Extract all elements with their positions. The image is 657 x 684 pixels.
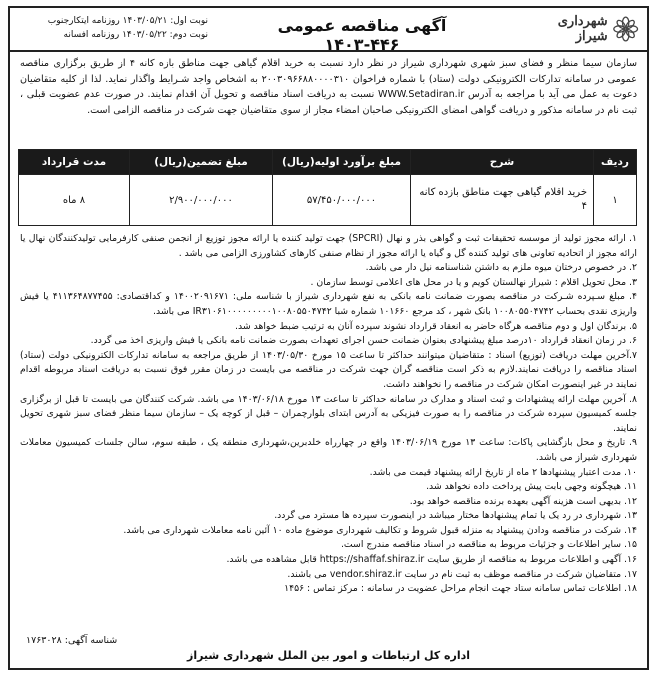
list-item: ۱۴. شرکت در مناقصه ودادن پیشنهاد به منزله قبول شروط و تکالیف شهرداری موضوع ماده ۱۰ آئین نامه معاملات شهرداری می باشد.: [123, 524, 637, 536]
intro-paragraph: سازمان سیما منظر و فضای سبز شهری شهرداری شیراز در نظر دارد نسبت به خرید اقلام گیاهی جهت مناطق بازه کانه ۴ از طریق برگزاری مناقصه عمومی در سامانه تدارکات الکترونیکی دولت (ستاد) با شماره فراخوان ۲۰۰۳۰۹۶۶۸۸۰۰۰۰۳۱۰ به اشخاص واجد شـرایط واگذار نماید. لذا از کلیه متقاضیان دعوت به عمل می آید با مراجعه به آدرس WWW.Setadiran.ir نسبت به دریافت اسناد مناقصه و تحویل آن اقدام نمایند. در صورت عدم عضویت قبلی ، ثبت نام در سامانه مذکور و دریافت گواهی امضای الکترونیکی صاحبان امضاء مجاز از سوی متقاضیان جهت شرکت در مناقصه الزامی است.: [20, 58, 637, 116]
list-item: ۱۳. شهرداری در رد یک یا تمام پیشنهادها مختار میباشد در اینصورت سپرده ها مسترد می گردد.: [274, 510, 637, 522]
row-description: خرید اقلام گیاهی جهت مناطق بازده کانه ۴: [411, 175, 594, 226]
col-guarantee: مبلغ تضمین(ریال): [130, 150, 273, 175]
row-index: ۱: [594, 175, 637, 226]
col-index: ردیف: [594, 150, 637, 175]
row-estimate: ۵۷/۴۵۰/۰۰۰/۰۰۰: [273, 175, 411, 226]
ad-code: شناسه آگهی: ۱۷۶۳۰۲۸: [26, 635, 118, 646]
col-description: شرح: [411, 150, 594, 175]
row-duration: ۸ ماه: [19, 175, 130, 226]
list-item: ۹. تاریخ و محل بازگشایی پاکات: ساعت ۱۳ مورخ ۱۴۰۳/۰۶/۱۹ واقع در چهارراه خلدبرین،شهرداری منطقه یک ، طبقه سوم، سالن جلسات کمیسیون معاملات شهرداری شیراز می باشد.: [20, 437, 637, 463]
date-second: نوبت دوم: ۱۴۰۳/۰۵/۲۲ روزنامه افسانه: [63, 30, 208, 40]
list-item: ۱۸. اطلاعات تماس سامانه ستاد جهت انجام مراحل عضویت در سامانه : مرکز تماس : ۱۴۵۶: [284, 583, 637, 595]
logo-text: شهرداری شیراز: [557, 14, 608, 44]
list-item: ۷.آخرین مهلت دریافت (توزیع) اسناد : متقاضیان میتوانند حداکثر تا ساعت ۱۵ مورخ ۱۴۰۳/۰۵/۳۰ از طریق مراجعه به سامانه تدارکات الکترونیکی دولت (ستاد) اسناد مناقصه را دریافت نمایند.لازم به ذکر است مناقصه گران جهت شرکت در مناقصه می بایست در زمان مقرر فوق نسبت به دریافت اسناد مربوطه اقدام نمایند در غیر اینصورت امکان شرکت در مناقصه را نخواهند داشت.: [20, 349, 638, 390]
tender-notice: [8, 6, 649, 670]
date-first: نوبت اول: ۱۴۰۳/۰۵/۲۱ روزنامه ایتکارجنوب: [47, 16, 208, 26]
list-item: ۳. محل تحویل اقلام : شیراز نهالستان کویم و یا در محل های اعلامی توسط سازمان .: [310, 276, 637, 288]
list-item: ۴. مبلغ سـپرده شـرکت در مناقصه بصورت ضمانت نامه بانکی به نفع شهرداری شیراز با شناسه ملی: ۱۴۰۰۲۰۹۱۶۷۱ و کداقتصادی: ۴۱۱۳۶۴۸۷۷۴۵۵ یا فیش واریزی نقدی بحساب ۱۰۰۸۰۵۵۰۴۷۴۲ بانک شهر ، کد مرجع ۱۰۱۶۶۰ شماره شبا IR۳۱۰۶۱۰۰۰۰۰۰۰۰۰۱۰۰۸۰۵۵۰۴۷۴۲ می باشد.: [20, 291, 637, 317]
notice-title: آگهی مناقصه عمومی ۴۴۶-۱۴۰۳: [277, 16, 447, 54]
notice-header: [10, 8, 647, 52]
municipality-logo: [529, 13, 639, 45]
list-item: ۱۷. متقاضیان شرکت در مناقصه موظف به ثبت نام در سایت vendor.shiraz.ir می باشند.: [287, 568, 637, 580]
conditions-list: [20, 232, 637, 597]
list-item: ۵. برندگان اول و دوم مناقصه هرگاه حاضر به انعقاد قرارداد نشوند سپرده آنان به ترتیب ضبط خواهد شد.: [234, 320, 637, 332]
list-item: ۶. در زمان انعقاد قرارداد ۱۰درصد مبلغ پیشنهادی بعنوان ضمانت حسن اجرای تعهدات بصورت ضمانت نامه بانکی یا فیش واریزی اخذ می گردد.: [90, 335, 637, 347]
department-name: اداره کل ارتباطات و امور بین الملل شهرداری شیراز: [186, 649, 471, 662]
list-item: ۱۶. آگهی و اطلاعات مربوط به مناقصه از طریق سایت https://shaffaf.shiraz.ir قابل مشاهده می باشد.: [226, 554, 637, 566]
flower-logo-icon: [612, 14, 639, 44]
list-item: ۱. ارائه مجوز تولید از موسسه تحقیقات ثبت و گواهی بذر و نهال (SPCRI) جهت تولید کننده یا ارائه مجوز توزیع از انجمن صنفی کارفرمایی تولیدکنندگان نهال یا ارائه مجوز از اتحادیه تعاونی های تولید کننده گل و گیاه یا ارائه مجوز از نظام صنفی کارهای کشاورزی الزامی می باشد .: [20, 233, 637, 259]
table-header-row: [19, 150, 637, 175]
row-guarantee: ۲/۹۰۰/۰۰۰/۰۰۰: [130, 175, 273, 226]
list-item: ۱۰. مدت اعتبار پیشنهادها ۲ ماه از تاریخ ارائه پیشنهاد قیمت می باشد.: [369, 466, 637, 478]
table-row: [19, 175, 637, 226]
tender-table: [18, 149, 637, 226]
list-item: ۲. در خصوص درختان میوه ملزم به داشتن شناسنامه نیل دار می باشد.: [365, 262, 637, 274]
col-estimate: مبلغ برآورد اولیه(ریال): [273, 150, 411, 175]
list-item: ۱۵. سایر اطلاعات و جزئیات مربوط به مناقصه در اسناد مناقصه مندرج است.: [340, 539, 637, 551]
list-item: ۱۲. بدیهی است هزینه آگهی بعهده برنده مناقصه خواهد بود.: [409, 495, 637, 507]
list-item: ۸. آخرین مهلت ارائه پیشنهادات و ثبت اسناد و مدارک در سامانه حداکثر تا ساعت ۱۳ مورخ ۱۴۰۳/۰۶/۱۸ می باشد. شرکت کنندگان می بایست تا قبل از برگزاری جلسه کمیسیون سپرده شرکت در مناقصه را به صورت فیزیکی به آدرس ابتدای بلوارچمران – قبل از کوچه یک – سازمان سیما منظر فضای سبز شهری تحویل نمایند.: [20, 393, 638, 434]
list-item: ۱۱. هیچگونه وجهی بابت پیش پرداخت داده نخواهد شد.: [426, 481, 637, 493]
col-duration: مدت قرارداد: [19, 150, 130, 175]
publication-dates: [18, 14, 208, 42]
